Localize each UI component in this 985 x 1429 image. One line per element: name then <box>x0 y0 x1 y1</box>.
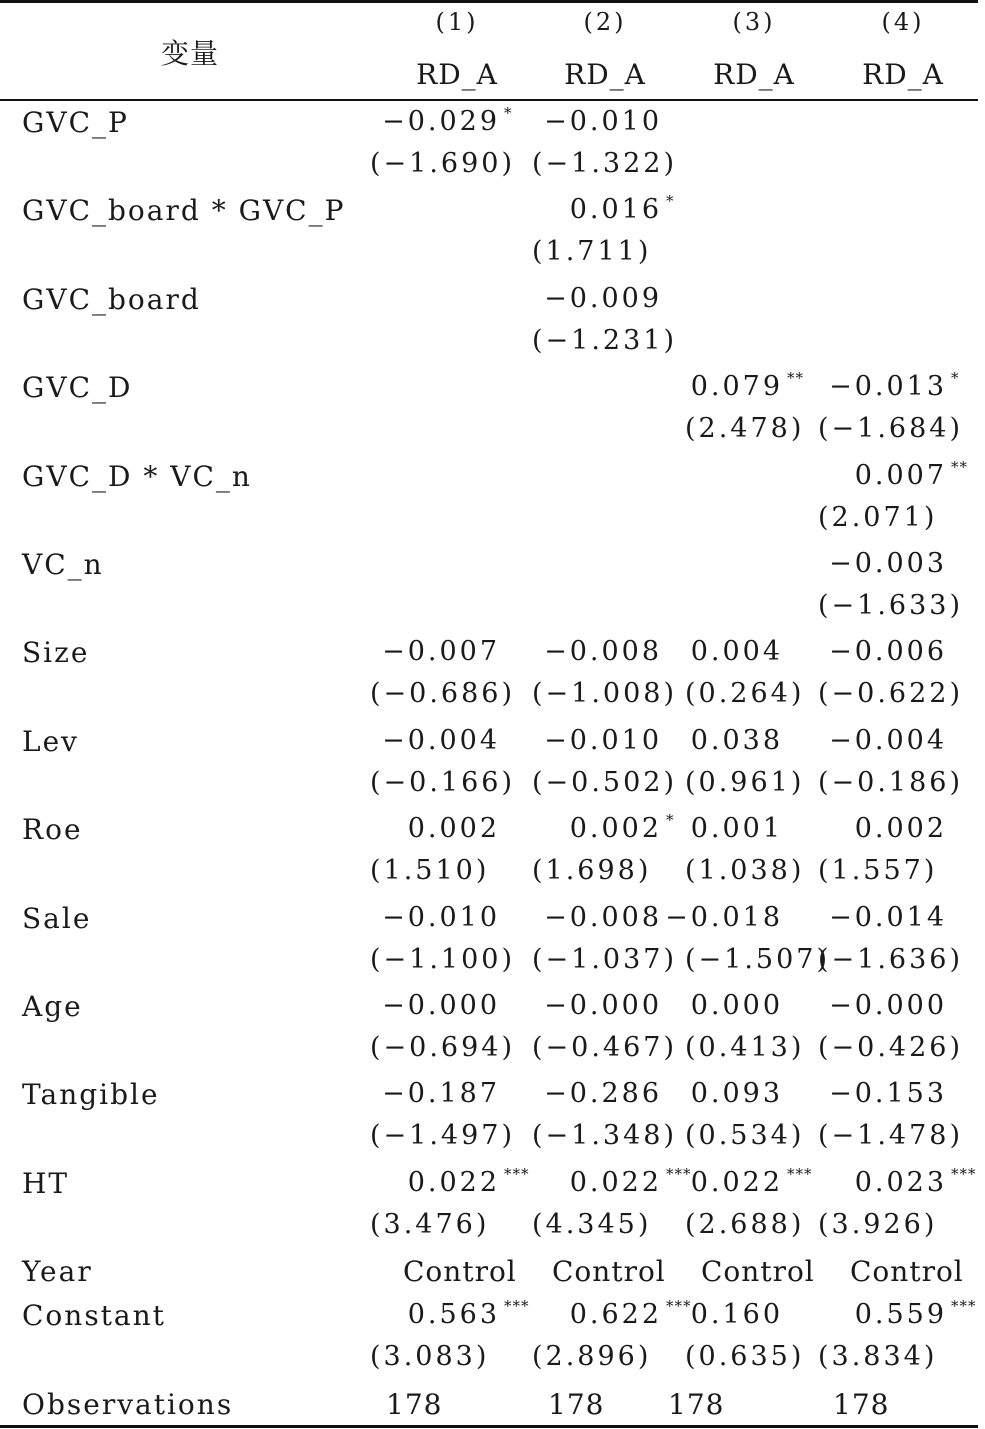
significance-stars: *** <box>666 1164 692 1183</box>
coefficient-value: −0.018 <box>665 901 783 933</box>
coefficient-cell <box>380 1078 500 1109</box>
t-statistic: (−1.497) <box>370 1120 515 1152</box>
coefficient-value: −0.029 <box>382 106 500 137</box>
year-control-value: Control <box>701 1255 815 1289</box>
coefficient-cell <box>827 902 947 933</box>
coefficient-cell <box>663 1078 783 1109</box>
t-statistic: (−0.686) <box>370 678 515 710</box>
coefficient-value: −0.008 <box>544 636 662 668</box>
t-statistic: (−1.690) <box>370 148 515 179</box>
coefficient-value: −0.008 <box>544 901 662 933</box>
coefficient-cell <box>542 1078 662 1109</box>
coefficient-cell <box>827 725 947 756</box>
significance-stars: * <box>504 104 513 122</box>
coefficient-cell <box>663 990 783 1021</box>
coefficient-cell <box>827 636 947 667</box>
coefficient-cell <box>827 990 947 1021</box>
t-statistic: (−1.507) <box>685 943 830 975</box>
significance-stars: ** <box>951 457 968 476</box>
coefficient-cell <box>380 104 513 137</box>
t-statistic: (−1.231) <box>532 324 677 356</box>
significance-stars: *** <box>787 1164 813 1183</box>
t-statistic: (0.961) <box>685 766 805 798</box>
column-number: (4) <box>881 8 925 36</box>
coefficient-cell <box>542 106 662 137</box>
column-number: (1) <box>435 8 479 36</box>
row-label: GVC_D * VC_n <box>22 459 252 493</box>
row-label: HT <box>22 1166 70 1200</box>
coefficient-value: 0.022 <box>407 1166 500 1198</box>
coefficient-value: −0.004 <box>829 724 947 756</box>
coefficient-cell <box>542 990 662 1021</box>
coefficient-cell <box>380 990 500 1021</box>
coefficient-value: −0.013 <box>829 371 947 403</box>
t-statistic: (−1.478) <box>818 1120 963 1152</box>
coefficient-value: 0.160 <box>690 1299 783 1331</box>
significance-stars: *** <box>504 1297 530 1316</box>
coefficient-cell <box>542 636 662 667</box>
t-statistic: (−1.322) <box>532 148 677 179</box>
year-label: Year <box>22 1255 93 1289</box>
significance-stars: ** <box>787 369 804 388</box>
variable-header: 变量 <box>160 37 219 70</box>
coefficient-value: −0.007 <box>382 636 500 668</box>
year-control-value: Control <box>552 1255 666 1289</box>
coefficient-cell <box>827 457 968 491</box>
t-statistic: (−1.348) <box>532 1120 677 1152</box>
coefficient-cell <box>542 283 662 314</box>
coefficient-value: 0.016 <box>569 194 662 226</box>
t-statistic: (4.345) <box>532 1208 652 1240</box>
significance-stars: * <box>951 369 960 388</box>
significance-stars: * <box>666 192 675 211</box>
coefficient-value: −0.004 <box>382 724 500 756</box>
significance-stars: *** <box>666 1297 692 1316</box>
column-name: RD_A <box>862 58 944 91</box>
coefficient-cell <box>542 902 662 933</box>
coefficient-value: 0.002 <box>407 813 500 845</box>
coefficient-value: 0.007 <box>854 459 947 491</box>
observations-value: 178 <box>668 1388 725 1421</box>
coefficient-cell <box>380 902 500 933</box>
coefficient-cell <box>663 1164 813 1198</box>
coefficient-cell <box>663 725 783 756</box>
coefficient-value: 0.079 <box>690 371 783 403</box>
t-statistic: (0.534) <box>685 1120 805 1152</box>
coefficient-value: −0.014 <box>829 901 947 933</box>
t-statistic: (0.635) <box>685 1341 805 1373</box>
coefficient-value: −0.006 <box>829 636 947 668</box>
coefficient-cell <box>663 902 783 933</box>
coefficient-cell <box>542 725 662 756</box>
coefficient-cell <box>380 725 500 756</box>
t-statistic: (−1.037) <box>532 943 677 975</box>
coefficient-cell <box>827 813 947 844</box>
row-label: Size <box>22 636 90 670</box>
coefficient-value: −0.187 <box>382 1078 500 1110</box>
coefficient-cell <box>663 636 783 667</box>
t-statistic: (3.476) <box>370 1208 490 1240</box>
t-statistic: (−1.633) <box>818 590 963 621</box>
coefficient-cell <box>663 369 804 403</box>
coefficient-cell <box>380 1164 530 1198</box>
coefficient-cell <box>542 192 675 226</box>
t-statistic: (1.038) <box>685 855 805 887</box>
coefficient-cell <box>827 548 947 579</box>
t-statistic: (3.083) <box>370 1341 490 1373</box>
t-statistic: (0.413) <box>685 1032 805 1063</box>
coefficient-cell <box>827 1078 947 1109</box>
observations-label: Observations <box>22 1388 234 1421</box>
t-statistic: (1.711) <box>532 236 652 268</box>
year-control-value: Control <box>403 1255 517 1289</box>
coefficient-value: −0.009 <box>544 282 662 314</box>
coefficient-cell <box>380 813 500 844</box>
row-label: Lev <box>22 724 79 758</box>
significance-stars: * <box>666 811 675 830</box>
coefficient-value: 0.559 <box>854 1299 947 1331</box>
t-statistic: (−0.467) <box>532 1032 677 1063</box>
t-statistic: (3.834) <box>818 1341 938 1373</box>
coefficient-cell <box>827 1297 977 1331</box>
coefficient-value: 0.002 <box>569 813 662 845</box>
row-label: Roe <box>22 813 83 847</box>
coefficient-value: 0.023 <box>854 1166 947 1198</box>
coefficient-cell <box>827 369 960 403</box>
coefficient-value: 0.022 <box>569 1166 662 1198</box>
t-statistic: (2.478) <box>685 413 805 445</box>
t-statistic: (1.557) <box>818 855 938 887</box>
t-statistic: (−0.426) <box>818 1032 963 1063</box>
coefficient-value: −0.000 <box>382 990 500 1021</box>
row-label: GVC_D <box>22 371 133 405</box>
coefficient-value: 0.093 <box>690 1078 783 1110</box>
coefficient-value: 0.622 <box>569 1299 662 1331</box>
row-label: Tangible <box>22 1078 160 1112</box>
column-name: RD_A <box>564 58 646 91</box>
t-statistic: (−1.684) <box>818 413 963 445</box>
t-statistic: (2.896) <box>532 1341 652 1373</box>
coefficient-value: −0.286 <box>544 1078 662 1110</box>
row-label: VC_n <box>22 548 104 581</box>
t-statistic: (−0.166) <box>370 766 515 798</box>
observations-value: 178 <box>833 1388 890 1421</box>
coefficient-cell <box>380 636 500 667</box>
t-statistic: (1.698) <box>532 855 652 887</box>
t-statistic: (−1.008) <box>532 678 677 710</box>
coefficient-value: 0.563 <box>407 1299 500 1331</box>
t-statistic: (−0.186) <box>818 766 963 798</box>
t-statistic: (1.510) <box>370 855 490 887</box>
coefficient-value: 0.000 <box>690 990 783 1021</box>
coefficient-value: −0.010 <box>544 724 662 756</box>
t-statistic: (−1.100) <box>370 943 515 975</box>
significance-stars: *** <box>951 1297 977 1316</box>
column-name: RD_A <box>416 58 498 91</box>
coefficient-value: 0.002 <box>854 813 947 845</box>
t-statistic: (0.264) <box>685 678 805 710</box>
observations-value: 178 <box>386 1388 443 1421</box>
coefficient-value: 0.001 <box>690 813 783 845</box>
coefficient-value: −0.000 <box>829 990 947 1021</box>
column-number: (3) <box>732 8 776 36</box>
coefficient-value: −0.000 <box>544 990 662 1021</box>
t-statistic: (−0.622) <box>818 678 963 710</box>
row-label: GVC_board <box>22 282 201 316</box>
column-number: (2) <box>583 8 627 36</box>
coefficient-cell <box>827 1164 977 1198</box>
coefficient-value: 0.038 <box>690 724 783 756</box>
coefficient-cell <box>380 1297 530 1331</box>
coefficient-value: 0.022 <box>690 1166 783 1198</box>
coefficient-cell <box>663 1299 783 1330</box>
t-statistic: (−1.636) <box>818 943 963 975</box>
column-name: RD_A <box>713 58 795 91</box>
constant-label: Constant <box>22 1299 166 1333</box>
header-rule <box>0 99 978 101</box>
top-rule <box>0 0 978 3</box>
row-label: Sale <box>22 901 92 935</box>
coefficient-cell <box>663 813 783 844</box>
coefficient-value: 0.004 <box>690 636 783 668</box>
t-statistic: (−0.502) <box>532 766 677 798</box>
row-label: GVC_board * GVC_P <box>22 194 346 228</box>
row-label: Age <box>22 990 83 1023</box>
observations-value: 178 <box>548 1388 605 1421</box>
t-statistic: (−0.694) <box>370 1032 515 1063</box>
coefficient-cell <box>542 1164 692 1198</box>
coefficient-value: −0.010 <box>544 106 662 137</box>
t-statistic: (3.926) <box>818 1208 938 1240</box>
row-label: GVC_P <box>22 106 129 139</box>
coefficient-cell <box>542 811 675 845</box>
significance-stars: *** <box>504 1164 530 1183</box>
t-statistic: (2.688) <box>685 1208 805 1240</box>
coefficient-value: −0.153 <box>829 1078 947 1110</box>
bottom-rule <box>0 1425 978 1428</box>
coefficient-value: −0.003 <box>829 548 947 579</box>
year-control-value: Control <box>850 1255 964 1289</box>
coefficient-value: −0.010 <box>382 901 500 933</box>
t-statistic: (2.071) <box>818 501 938 533</box>
significance-stars: *** <box>951 1164 977 1183</box>
coefficient-cell <box>542 1297 692 1331</box>
